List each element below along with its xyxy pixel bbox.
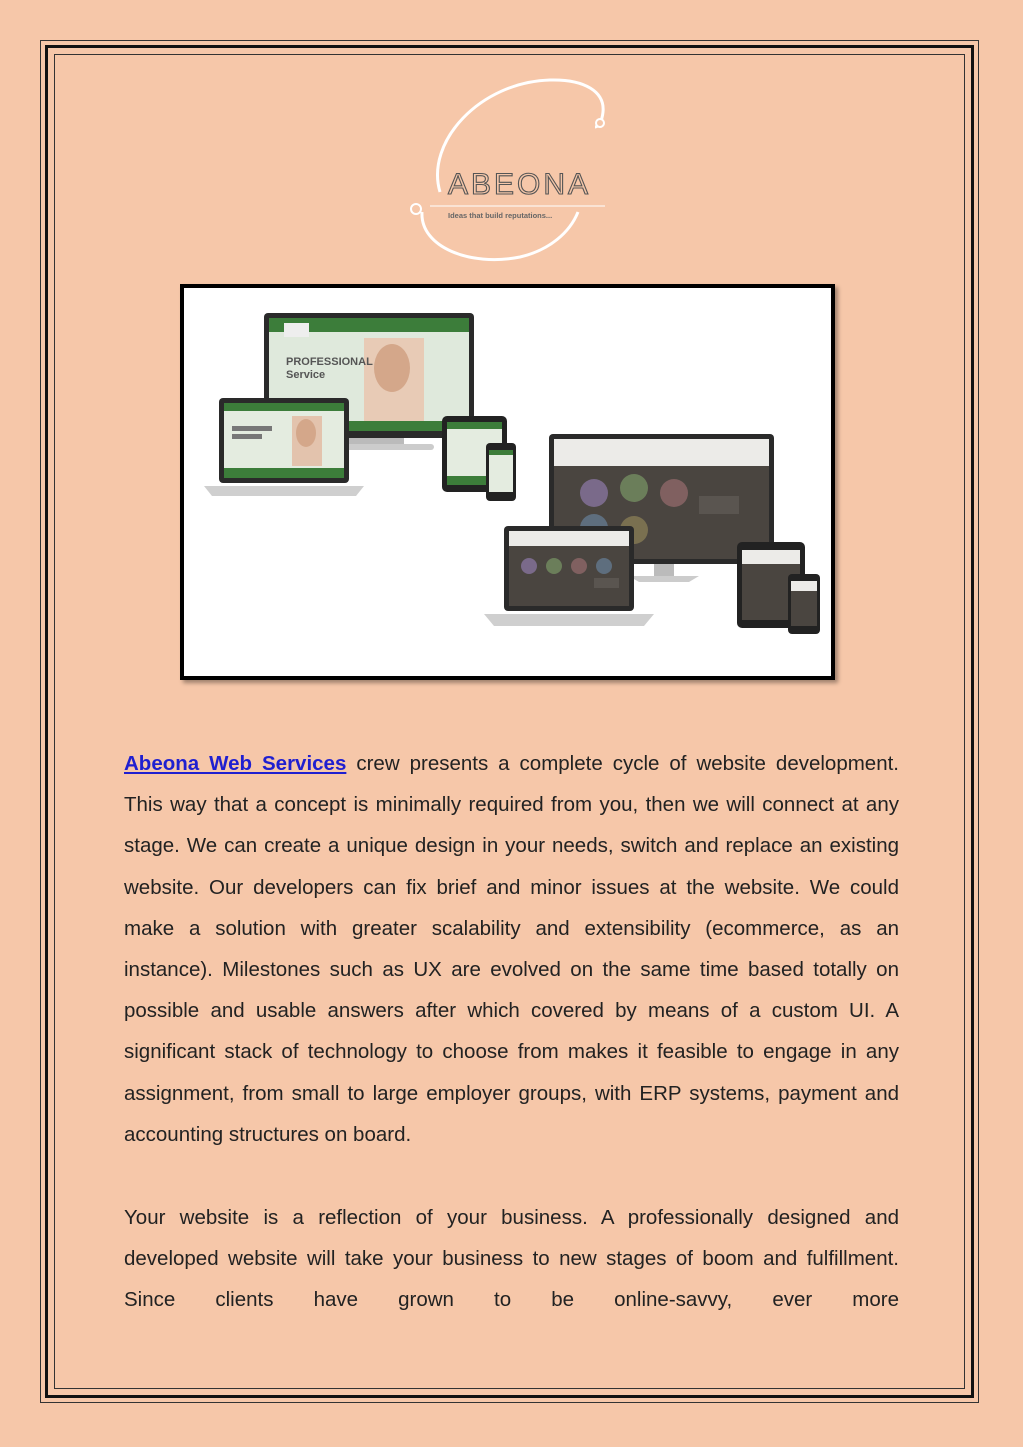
responsive-devices-image (180, 284, 835, 680)
laptop-left (204, 398, 364, 496)
laptop-right (484, 526, 654, 626)
phone-left (486, 443, 516, 501)
hero-headline-line2: Service (286, 369, 326, 381)
abeona-logo (400, 72, 620, 267)
paragraph-intro-text: crew presents a complete cycle of website development. This way that a concept is minimally required from you, then we will connect at any stage. We can create a unique design in your needs, switch and replace an existing website. Our developers can fix brief and minor issues at the website. We could make a solution with greater scalability and extensibility (ecommerce, as an instance). Milestones such as UX are evolved on the same time based totally on possible and usable answers after which covered by means of a custom UI. A significant stack of technology to choose from makes it feasible to engage in any assignment, from small to large employer groups, with ERP systems, payment and accounting structures on board. (124, 752, 899, 1146)
abeona-web-services-link[interactable]: Abeona Web Services (124, 752, 347, 775)
logo-tagline: Ideas that build reputations... (448, 211, 553, 220)
paragraph-intro (124, 743, 899, 1155)
hero-headline-line1: PROFESSIONAL (286, 356, 373, 368)
paragraph-website-reflection (124, 1197, 899, 1321)
paragraph-website-reflection-text: Your website is a reflection of your business. A professionally designed and developed website will take your business to new stages of boom and fulfillment. Since clients have grown to be online-savvy, ever more (124, 1206, 899, 1312)
phone-right (788, 574, 820, 634)
logo-wordmark: ABEONA (448, 168, 592, 201)
